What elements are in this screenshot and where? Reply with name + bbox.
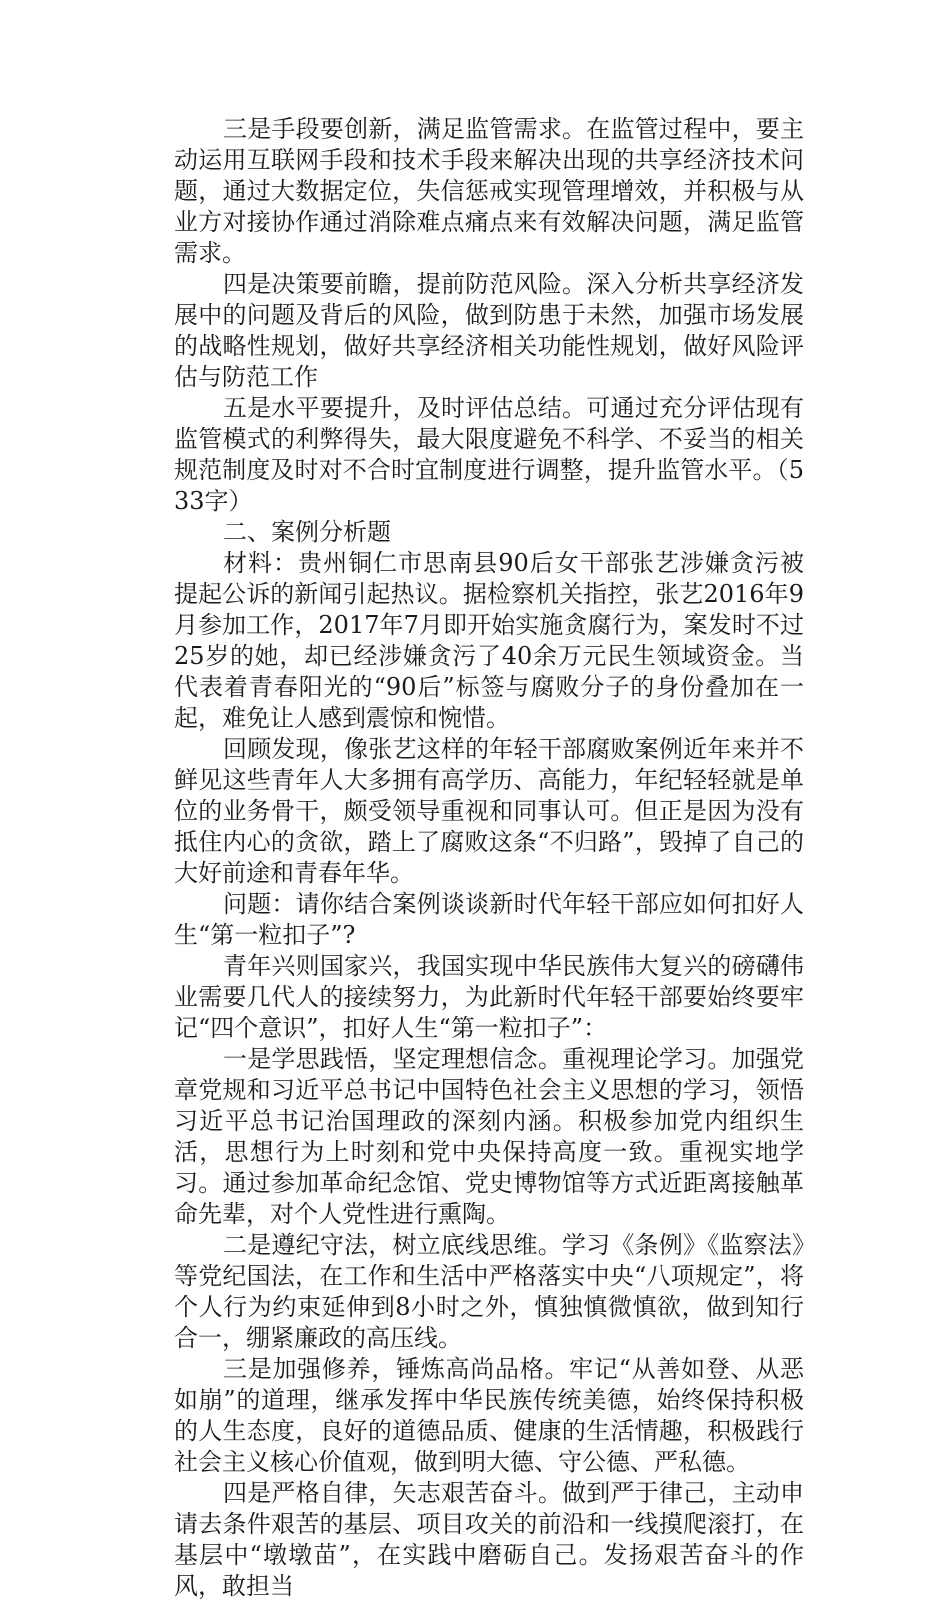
paragraph-material: 材料：贵州铜仁市思南县90后女干部张艺涉嫌贪污被提起公诉的新闻引起热议。据检察机关指控，张艺2016年9月参加工作，2017年7月即开始实施贪腐行为，案发时不过25岁的她，却已经涉嫌贪污了40余万元民生领域资金。当代表着青春阳光的“90后”标签与腐败分子的身份叠加在一起，难免让人感到震惊和惋惜。 (174, 549, 804, 732)
paragraph-review: 回顾发现，像张艺这样的年轻干部腐败案例近年来并不鲜见这些青年人大多拥有高学历、高能力，年纪轻轻就是单位的业务骨干，颇受领导重视和同事认可。但正是因为没有抵住内心的贪欲，踏上了腐败这条“不归路”，毁掉了自己的大好前途和青春年华。 (174, 735, 804, 887)
paragraph-point-one: 一是学思践悟，坚定理想信念。重视理论学习。加强党章党规和习近平总书记中国特色社会主义思想的学习，领悟习近平总书记治国理政的深刻内涵。积极参加党内组织生活，思想行为上时刻和党中央保持高度一致。重视实地学习。通过参加革命纪念馆、党史博物馆等方式近距离接触革命先辈，对个人党性进行熏陶。 (174, 1045, 804, 1228)
paragraph-decision-foresight: 四是决策要前瞻，提前防范风险。深入分析共享经济发展中的问题及背后的风险，做到防患于未然，加强市场发展的战略性规划，做好共享经济相关功能性规划，做好风险评估与防范工作 (174, 270, 804, 391)
paragraph-answer-intro: 青年兴则国家兴，我国实现中华民族伟大复兴的磅礴伟业需要几代人的接续努力，为此新时代年轻干部要始终要牢记“四个意识”，扣好人生“第一粒扣子”： (174, 952, 804, 1042)
paragraph-point-two: 二是遵纪守法，树立底线思维。学习《条例》《监察法》等党纪国法，在工作和生活中严格落实中央“八项规定”，将个人行为约束延伸到8小时之外，慎独慎微慎欲，做到知行合一，绷紧廉政的高压线。 (174, 1231, 804, 1352)
paragraph-means-innovation: 三是手段要创新，满足监管需求。在监管过程中，要主动运用互联网手段和技术手段来解决出现的共享经济技术问题，通过大数据定位，失信惩戒实现管理增效，并积极与从业方对接协作通过消除难点痛点来有效解决问题，满足监管需求。 (174, 115, 804, 267)
document-body (174, 114, 804, 1602)
section-heading-case-analysis: 二、案例分析题 (223, 518, 391, 546)
paragraph-point-four: 四是严格自律，矢志艰苦奋斗。做到严于律己，主动申请去条件艰苦的基层、项目攻关的前沿和一线摸爬滚打，在基层中“墩墩苗”，在实践中磨砺自己。发扬艰苦奋斗的作风，敢担当 (174, 1479, 804, 1600)
paragraph-question: 问题：请你结合案例谈谈新时代年轻干部应如何扣好人生“第一粒扣子”? (174, 890, 804, 949)
paragraph-level-improvement: 五是水平要提升，及时评估总结。可通过充分评估现有监管模式的利弊得失，最大限度避免不科学、不妥当的相关规范制度及时对不合时宜制度进行调整，提升监管水平。（533字） (174, 394, 804, 515)
paragraph-point-three: 三是加强修养，锤炼高尚品格。牢记“从善如登、从恶如崩”的道理，继承发挥中华民族传统美德，始终保持积极的人生态度，良好的道德品质、健康的生活情趣，积极践行社会主义核心价值观，做到明大德、守公德、严私德。 (174, 1355, 804, 1476)
